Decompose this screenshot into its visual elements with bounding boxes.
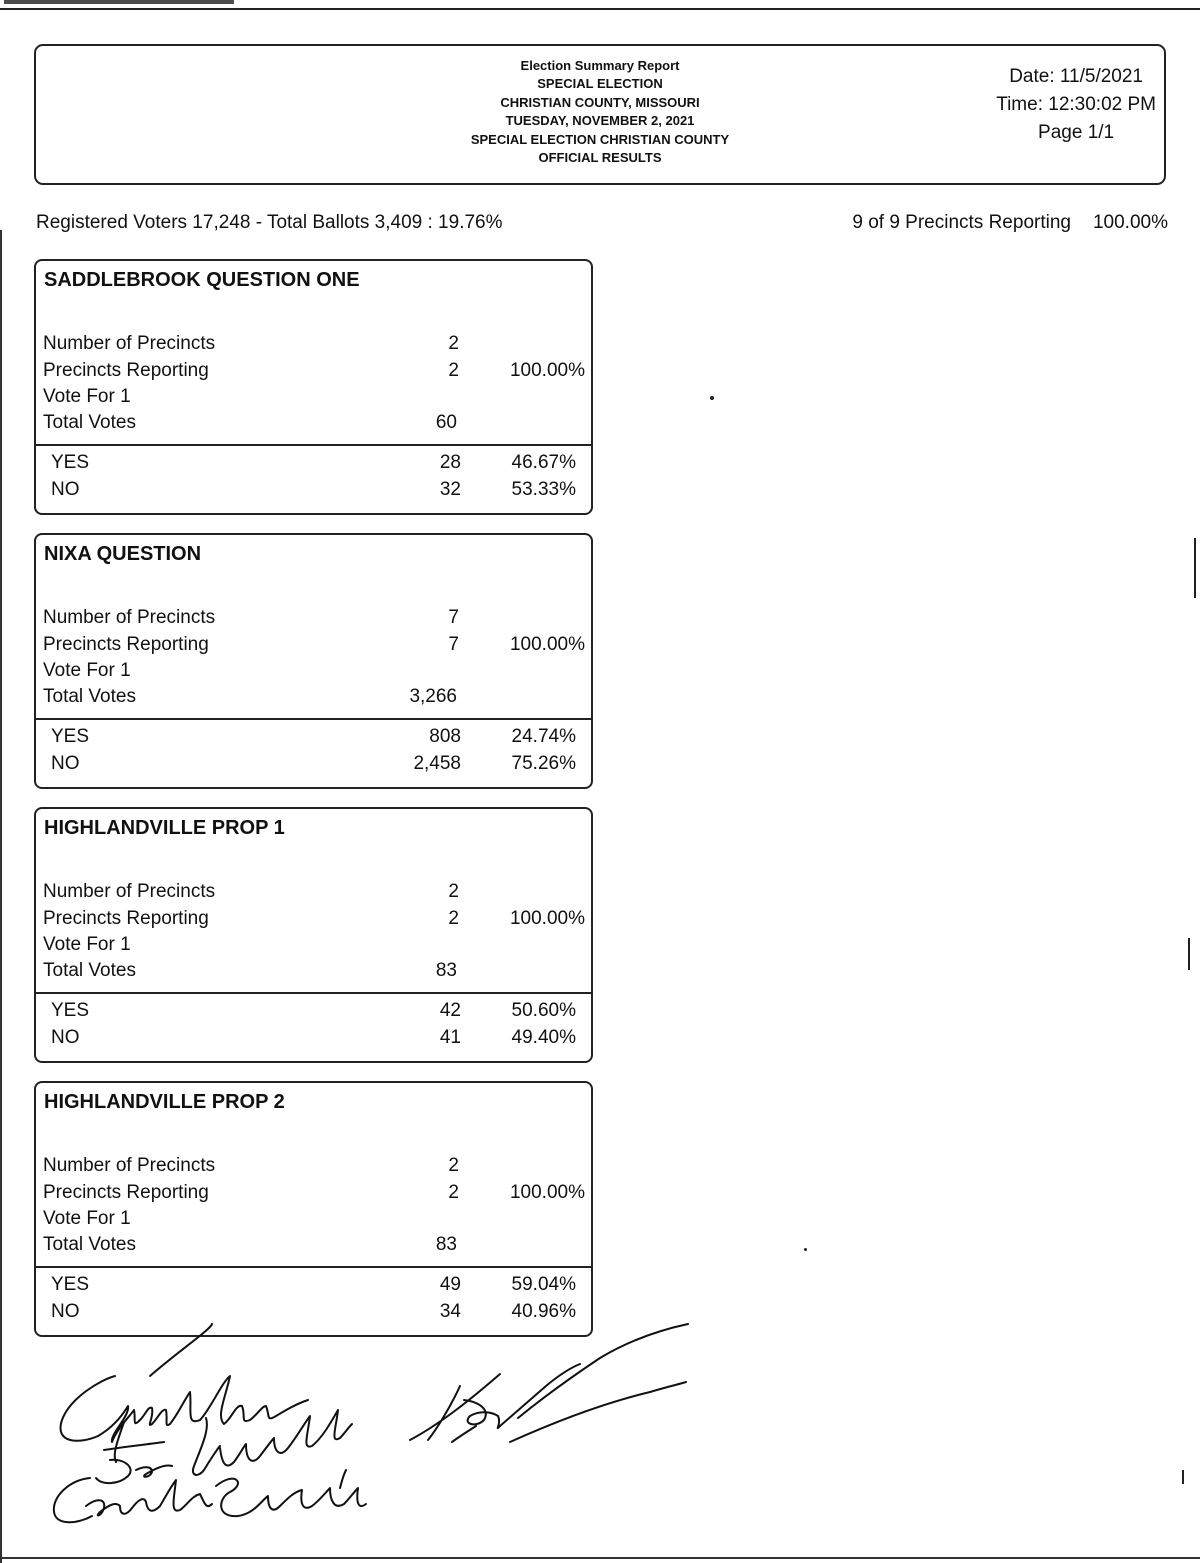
row-value: 83 xyxy=(435,960,457,981)
row-value: 2 xyxy=(448,908,459,929)
choice-votes: 34 xyxy=(439,1301,461,1322)
choice-row xyxy=(36,1000,591,1026)
contest-title: NIXA QUESTION xyxy=(44,543,202,565)
number-of-precincts-row xyxy=(36,881,591,907)
contest-box xyxy=(34,259,593,515)
election-name: SPECIAL ELECTION xyxy=(537,76,663,92)
row-label: Vote For 1 xyxy=(43,934,131,955)
scan-artifact xyxy=(1194,538,1196,598)
scan-artifact xyxy=(804,1248,807,1251)
row-label: Precincts Reporting xyxy=(43,908,209,929)
choice-label: YES xyxy=(51,1274,90,1295)
vote-for-row xyxy=(36,660,591,686)
row-label: Total Votes xyxy=(43,412,136,433)
choice-label: NO xyxy=(51,1027,80,1048)
row-percent: 100.00% xyxy=(509,634,585,655)
report-date: Date: 11/5/2021 xyxy=(1009,66,1143,87)
row-percent: 100.00% xyxy=(509,360,585,381)
choice-percent: 59.04% xyxy=(511,1274,576,1295)
row-label: Total Votes xyxy=(43,1234,136,1255)
vote-for-row xyxy=(36,934,591,960)
precincts-reporting-row xyxy=(36,634,591,660)
number-of-precincts-row xyxy=(36,333,591,359)
precincts-reporting-pct: 100.00% xyxy=(1092,212,1168,233)
row-label: Precincts Reporting xyxy=(43,1182,209,1203)
choice-percent: 50.60% xyxy=(511,1000,576,1021)
vote-for-row xyxy=(36,1208,591,1234)
contest-title: SADDLEBROOK QUESTION ONE xyxy=(44,269,360,291)
row-label: Number of Precincts xyxy=(43,333,216,354)
turnout-summary: Registered Voters 17,248 - Total Ballots 3,409 : 19.76% xyxy=(36,212,503,233)
results-status: OFFICIAL RESULTS xyxy=(538,150,662,166)
vote-for-row xyxy=(36,386,591,412)
signature-ronn-cash xyxy=(61,1324,308,1442)
row-label: Precincts Reporting xyxy=(43,360,209,381)
scan-bottom-edge xyxy=(0,1557,1200,1559)
scan-left-edge xyxy=(0,230,2,1563)
choice-votes: 42 xyxy=(439,1000,461,1021)
results-divider xyxy=(36,444,591,446)
choice-percent: 46.67% xyxy=(511,452,576,473)
row-label: Vote For 1 xyxy=(43,1208,131,1229)
row-value: 3,266 xyxy=(409,686,457,707)
scan-artifact xyxy=(4,0,234,4)
precincts-summary xyxy=(852,212,1168,234)
choice-row xyxy=(36,753,591,779)
choice-label: YES xyxy=(51,1000,90,1021)
scan-artifact xyxy=(710,396,714,400)
row-value: 2 xyxy=(448,333,459,354)
total-votes-row xyxy=(36,960,591,986)
choice-percent: 49.40% xyxy=(511,1027,576,1048)
election-date: TUESDAY, NOVEMBER 2, 2021 xyxy=(505,113,695,129)
choice-row xyxy=(36,1027,591,1053)
choice-percent: 24.74% xyxy=(511,726,576,747)
signature-initials xyxy=(410,1324,688,1442)
choice-row xyxy=(36,452,591,478)
report-title-block xyxy=(36,57,1164,167)
handwritten-signatures xyxy=(40,1320,720,1550)
row-value: 2 xyxy=(448,881,459,902)
choice-votes: 28 xyxy=(439,452,461,473)
choice-row xyxy=(36,1274,591,1300)
row-value: 7 xyxy=(448,634,459,655)
row-value: 2 xyxy=(448,1155,459,1176)
choice-votes: 32 xyxy=(439,479,461,500)
number-of-precincts-row xyxy=(36,607,591,633)
results-divider xyxy=(36,718,591,720)
row-label: Vote For 1 xyxy=(43,660,131,681)
row-label: Number of Precincts xyxy=(43,1155,216,1176)
number-of-precincts-row xyxy=(36,1155,591,1181)
jurisdiction: CHRISTIAN COUNTY, MISSOURI xyxy=(500,94,700,110)
scan-artifact xyxy=(1182,1470,1184,1484)
precincts-reporting-row xyxy=(36,908,591,934)
row-label: Total Votes xyxy=(43,686,136,707)
row-label: Precincts Reporting xyxy=(43,634,209,655)
row-percent: 100.00% xyxy=(509,1182,585,1203)
choice-votes: 808 xyxy=(429,726,461,747)
choice-percent: 75.26% xyxy=(511,753,576,774)
row-value: 2 xyxy=(448,360,459,381)
contest-box xyxy=(34,1081,593,1337)
results-divider xyxy=(36,992,591,994)
precincts-reporting-row xyxy=(36,360,591,386)
contest-box xyxy=(34,533,593,789)
choice-votes: 41 xyxy=(439,1027,461,1048)
precincts-reporting-text: 9 of 9 Precincts Reporting xyxy=(852,212,1071,233)
choice-label: YES xyxy=(51,726,90,747)
total-votes-row xyxy=(36,1234,591,1260)
page-number: Page 1/1 xyxy=(1038,122,1115,143)
scan-artifact xyxy=(1188,938,1190,970)
choice-row xyxy=(36,479,591,505)
row-label: Vote For 1 xyxy=(43,386,131,407)
choice-percent: 40.96% xyxy=(511,1301,576,1322)
report-header xyxy=(34,44,1166,185)
contest-box xyxy=(34,807,593,1063)
report-time: Time: 12:30:02 PM xyxy=(996,94,1156,115)
choice-votes: 2,458 xyxy=(413,753,461,774)
precincts-reporting-row xyxy=(36,1182,591,1208)
row-percent: 100.00% xyxy=(509,908,585,929)
row-value: 2 xyxy=(448,1182,459,1203)
contest-title: HIGHLANDVILLE PROP 2 xyxy=(44,1091,285,1113)
total-votes-row xyxy=(36,412,591,438)
results-divider xyxy=(36,1266,591,1268)
report-title: Election Summary Report xyxy=(520,58,680,73)
signatures xyxy=(40,1320,720,1550)
row-label: Total Votes xyxy=(43,960,136,981)
row-label: Number of Precincts xyxy=(43,881,216,902)
choice-label: NO xyxy=(51,753,80,774)
choice-label: YES xyxy=(51,452,90,473)
row-label: Number of Precincts xyxy=(43,607,216,628)
row-value: 83 xyxy=(435,1234,457,1255)
contest-title: HIGHLANDVILLE PROP 1 xyxy=(44,817,285,839)
choice-row xyxy=(36,726,591,752)
choice-label: NO xyxy=(51,1301,80,1322)
signature-carla-eusick xyxy=(54,1470,366,1522)
election-description: SPECIAL ELECTION CHRISTIAN COUNTY xyxy=(470,131,730,147)
choice-percent: 53.33% xyxy=(511,479,576,500)
row-value: 7 xyxy=(448,607,459,628)
total-votes-row xyxy=(36,686,591,712)
report-meta xyxy=(996,63,1156,147)
row-value: 60 xyxy=(435,412,457,433)
choice-votes: 49 xyxy=(439,1274,461,1295)
choice-label: NO xyxy=(51,479,80,500)
